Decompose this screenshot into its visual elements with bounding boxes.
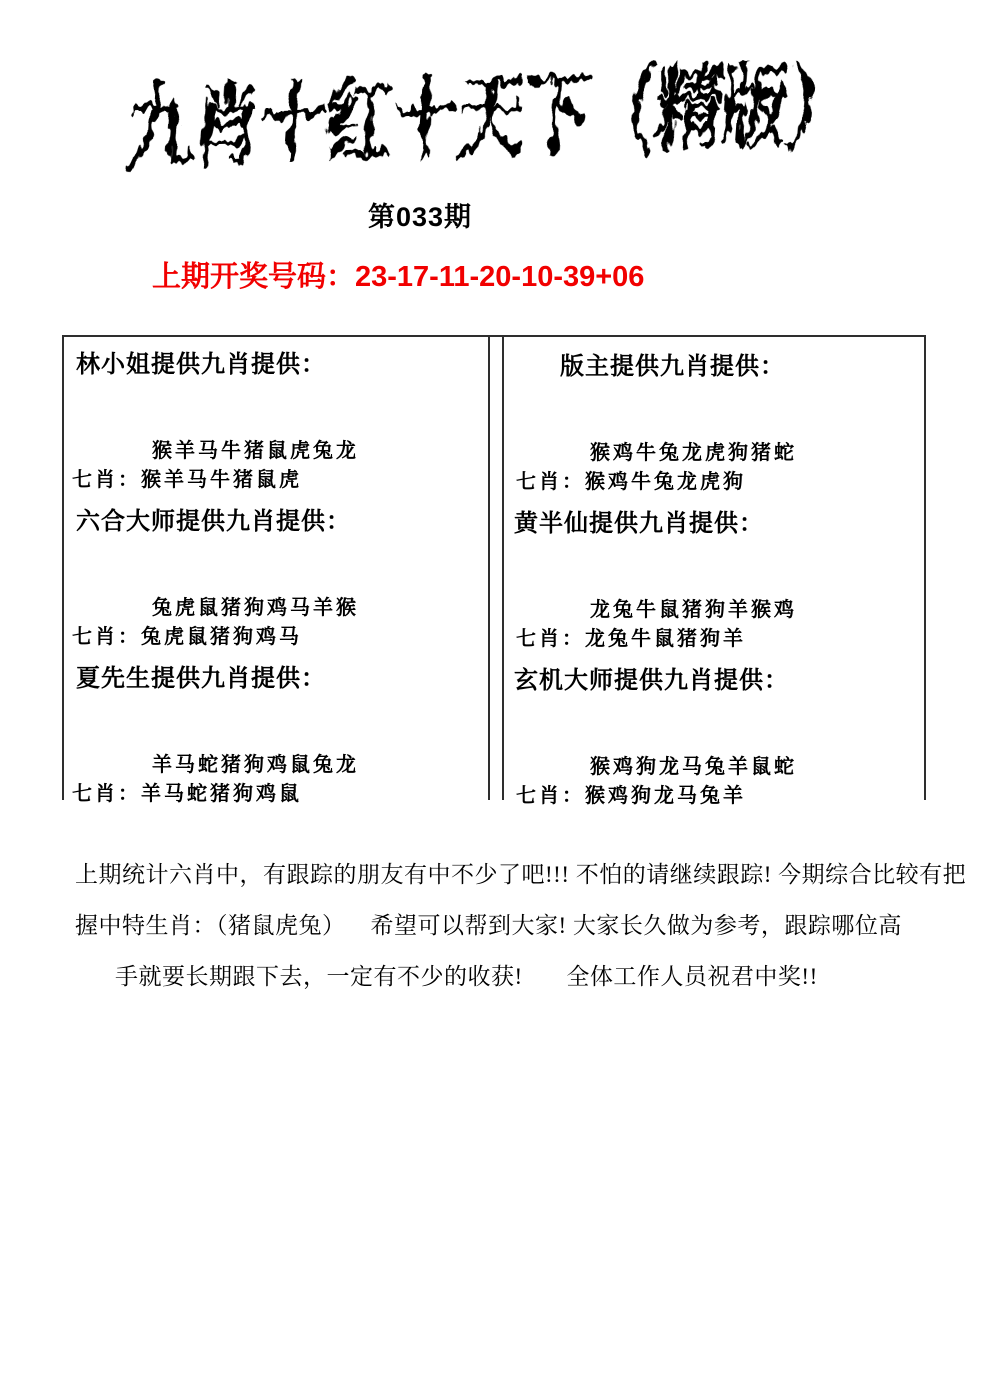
provider-header: 版主提供九肖提供： — [560, 354, 785, 380]
footer-line-2: 握中特生肖：（猪鼠虎兔） 希望可以帮到大家! 大家长久做为参考，跟踪哪位高 — [75, 913, 902, 938]
seven-zodiac-line: 七肖：猴鸡牛兔龙虎狗 — [516, 471, 746, 493]
provider-header: 黄半仙提供九肖提供： — [514, 511, 764, 537]
provider-block-liuhedashi — [64, 507, 488, 650]
seven-zodiac-line: 七肖：龙兔牛鼠猪狗羊 — [516, 628, 746, 650]
issue-number: 第033期 — [367, 202, 473, 232]
provider-block-huangbanxian — [504, 509, 924, 652]
predictions-box — [62, 335, 926, 807]
nine-zodiac-line: 猴羊马牛猪鼠虎兔龙 — [152, 440, 359, 462]
provider-header: 六合大师提供九肖提供： — [76, 509, 351, 535]
provider-header: 夏先生提供九肖提供： — [76, 666, 326, 692]
seven-zodiac-line: 七肖：羊马蛇猪狗鸡鼠 — [72, 783, 302, 805]
title-banner: 九肖十红十天下（精版） — [123, 53, 857, 183]
nine-zodiac-line: 猴鸡狗龙马兔羊鼠蛇 — [590, 756, 797, 778]
nine-zodiac-line: 猴鸡牛兔龙虎狗猪蛇 — [590, 442, 797, 464]
provider-block-banzhu — [504, 352, 924, 495]
footer-line-3: 手就要长期跟下去，一定有不少的收获! 全体工作人员祝君中奖!! — [115, 964, 818, 989]
nine-zodiac-line: 羊马蛇猪狗鸡鼠兔龙 — [152, 754, 359, 776]
column-divider-gap — [490, 337, 502, 800]
nine-zodiac-line: 龙兔牛鼠猪狗羊猴鸡 — [590, 599, 797, 621]
left-column — [62, 337, 490, 805]
provider-block-linxiaojie — [64, 350, 488, 493]
provider-header: 林小姐提供九肖提供： — [76, 352, 326, 378]
last-draw-numbers: 23-17-11-20-10-39+06 — [355, 261, 645, 293]
last-draw-line — [152, 254, 644, 295]
last-draw-label: 上期开奖号码： — [152, 261, 356, 293]
provider-header: 玄机大师提供九肖提供： — [514, 668, 789, 694]
provider-block-xiaxiansheng — [64, 664, 488, 807]
seven-zodiac-line: 七肖：猴鸡狗龙马兔羊 — [516, 785, 746, 807]
nine-zodiac-line: 兔虎鼠猪狗鸡马羊猴 — [152, 597, 359, 619]
seven-zodiac-line: 七肖：猴羊马牛猪鼠虎 — [72, 469, 302, 491]
seven-zodiac-line: 七肖：兔虎鼠猪狗鸡马 — [72, 626, 302, 648]
right-column — [502, 337, 926, 807]
provider-block-xuanjidashi — [504, 666, 924, 809]
footer-line-1: 上期统计六肖中，有跟踪的朋友有中不少了吧!!! 不怕的请继续跟踪! 今期综合比较有把 — [75, 862, 967, 887]
footer-note — [75, 849, 967, 1002]
